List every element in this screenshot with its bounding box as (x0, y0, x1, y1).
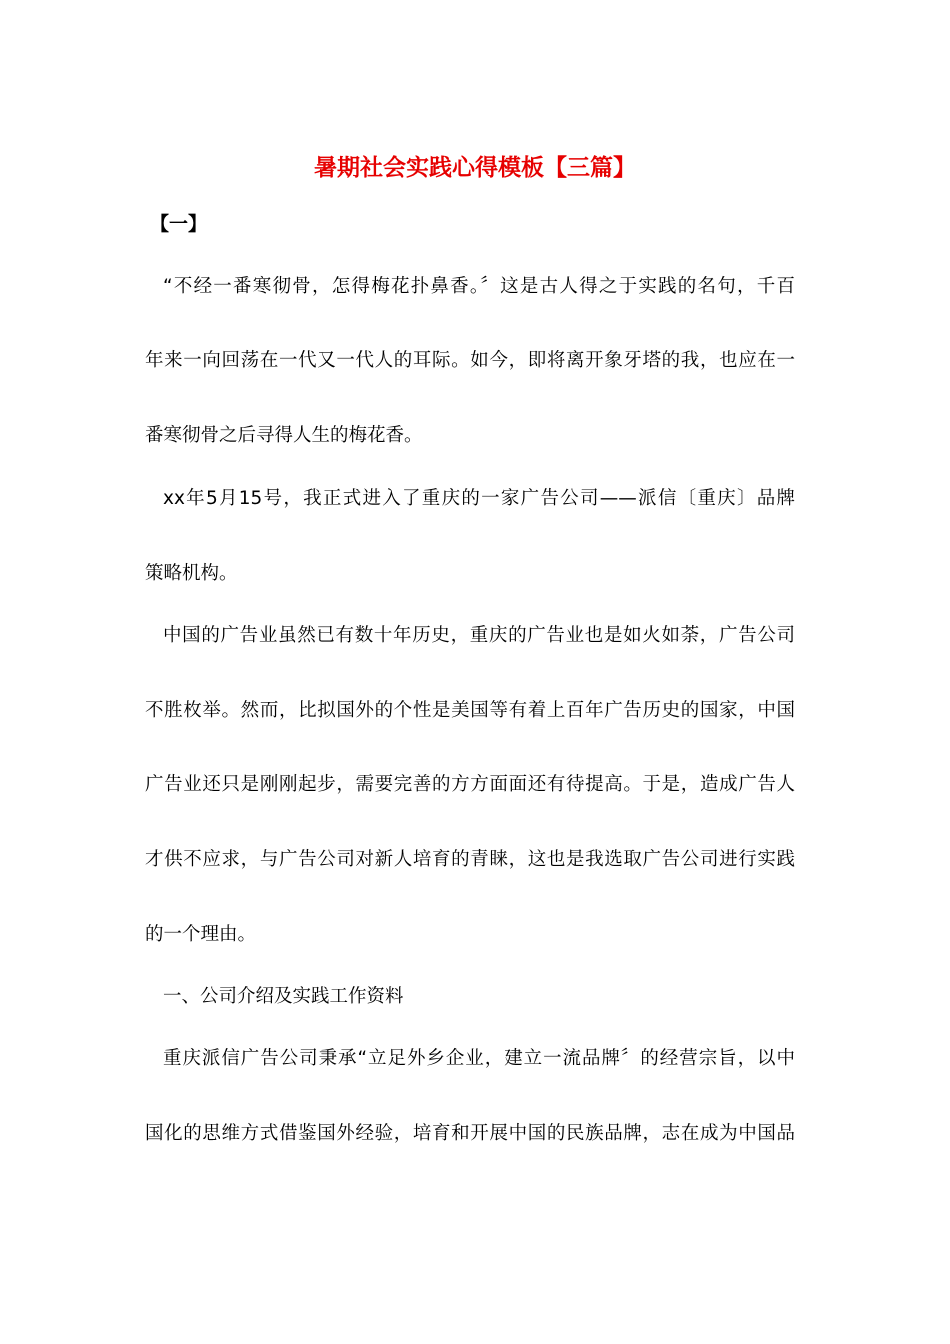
paragraph-line-4-text: xx年5月15号，我正式进入了重庆的一家广告公司——派信〔重庆〕品牌 (163, 488, 795, 509)
document-title: 暑期社会实践心得模板【三篇】 (314, 155, 636, 181)
paragraph-line-2: 年来一向回荡在一代又一代人的耳际。如今，即将离开象牙塔的我，也应在一 (145, 350, 795, 371)
paragraph-line-12: 国化的思维方式借鉴国外经验，培育和开展中国的民族品牌，志在成为中国品 (145, 1123, 795, 1144)
paragraph-line-9: 才供不应求，与广告公司对新人培育的青睐，这也是我选取广告公司进行实践 (145, 849, 795, 870)
paragraph-line-6: 中国的广告业虽然已有数十年历史，重庆的广告业也是如火如荼，广告公司 (163, 625, 795, 646)
paragraph-line-5: 策略机构。 (145, 563, 238, 584)
paragraph-line-7: 不胜枚举。然而，比拟国外的个性是美国等有着上百年广告历史的国家，中国 (145, 700, 795, 721)
subsection-heading: 一、公司介绍及实践工作资料 (163, 986, 404, 1007)
paragraph-line-10: 的一个理由。 (145, 924, 257, 945)
paragraph-line-3: 番寒彻骨之后寻得人生的梅花香。 (145, 425, 423, 446)
paragraph-line-11: 重庆派信广告公司秉承“立足外乡企业，建立一流品牌〞的经营宗旨，以中 (163, 1048, 795, 1069)
section-heading-one: 【一】 (150, 213, 208, 235)
paragraph-line-4 (145, 484, 795, 514)
paragraph-line-1: “不经一番寒彻骨，怎得梅花扑鼻香。〞这是古人得之于实践的名句，千百 (163, 276, 795, 297)
paragraph-line-8: 广告业还只是刚刚起步，需要完善的方方面面还有待提高。于是，造成广告人 (145, 774, 795, 795)
